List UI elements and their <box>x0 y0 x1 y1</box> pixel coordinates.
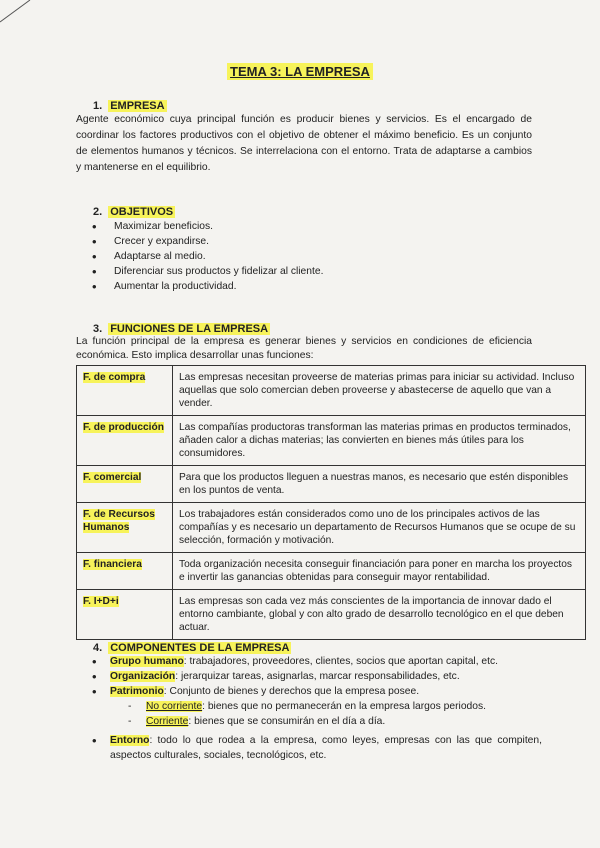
table-row <box>77 590 586 640</box>
sub-list-item: - No corriente: bienes que no permanecerán en la empresa largos periodos. <box>128 701 487 712</box>
function-description: Para que los productos lleguen a nuestras manos, es necesario que estén disponibles en los puntos de venta. <box>173 466 586 503</box>
sub-list-item: - Corriente: bienes que se consumirán en el día a día. <box>128 716 386 727</box>
section-3-intro: La función principal de la empresa es generar bienes y servicios en condiciones de eficiencia económica. Esto implica desarrollar unas funciones: <box>76 336 532 361</box>
section-2-heading: 2. OBJETIVOS <box>93 206 174 218</box>
list-item: • Entorno: todo lo que rodea a la empresa, como leyes, empresas con las que compiten, aspectos culturales, sociales, tecnológicos, etc. <box>92 733 542 763</box>
function-label: F. de producción <box>77 416 173 466</box>
function-description: Las compañías productoras transforman las materias primas en productos terminados, añaden calor a dichas materias; las convierten en bienes más útiles para los consumidores. <box>173 416 586 466</box>
functions-table <box>76 365 586 640</box>
list-item: • Crecer y expandirse. <box>92 234 323 249</box>
objectives-list <box>92 219 323 294</box>
table-row <box>77 416 586 466</box>
function-label: F. de compra <box>77 366 173 416</box>
section-1-text: Agente económico cuya principal función es producir bienes y servicios. Es el encargado de coordinar los factores productivos con el objetivo de obtener el máximo beneficio. Es un conjunto de elementos humanos y técnicos. Se interrelaciona con el entorno. Trata de adaptarse a cambios y mantenerse en el equilibrio. <box>76 114 532 173</box>
function-description: Las empresas necesitan proveerse de materias primas para iniciar su actividad. Incluso aquellas que solo comercian deben proveerse y abastecerse de aquello que van a vender. <box>173 366 586 416</box>
function-label: F. de Recursos Humanos <box>77 503 173 553</box>
list-item: • Adaptarse al medio. <box>92 249 323 264</box>
page-title: TEMA 3: LA EMPRESA <box>0 64 600 79</box>
list-item: • Diferenciar sus productos y fidelizar al cliente. <box>92 264 323 279</box>
function-label: F. comercial <box>77 466 173 503</box>
components-list <box>92 654 542 763</box>
corner-pen-mark <box>0 0 40 30</box>
function-label: F. financiera <box>77 553 173 590</box>
section-4-heading: 4. COMPONENTES DE LA EMPRESA <box>93 642 290 654</box>
list-item: • Aumentar la productividad. <box>92 279 323 294</box>
list-item: • Grupo humano: trabajadores, proveedores, clientes, socios que aportan capital, etc. <box>92 654 542 669</box>
function-label: F. I+D+i <box>77 590 173 640</box>
list-item: • Maximizar beneficios. <box>92 219 323 234</box>
list-item: • Organización: jerarquizar tareas, asignarlas, marcar responsabilidades, etc. <box>92 669 542 684</box>
table-row <box>77 553 586 590</box>
list-item: • Patrimonio: Conjunto de bienes y derechos que la empresa posee. <box>92 684 542 699</box>
function-description: Los trabajadores están considerados como uno de los principales activos de las compañías y es necesario un departamento de Recursos Humanos que se ocupe de su selección, formación y motivación. <box>173 503 586 553</box>
function-description: Las empresas son cada vez más conscientes de la importancia de innovar dado el entorno cambiante, global y con alto grado de desarrollo tecnológico en el que deben actuar. <box>173 590 586 640</box>
section-3-heading: 3. FUNCIONES DE LA EMPRESA <box>93 323 269 335</box>
table-row <box>77 366 586 416</box>
function-description: Toda organización necesita conseguir financiación para poner en marcha los proyectos e invertir las ganancias obtenidas para conseguir mayor rentabilidad. <box>173 553 586 590</box>
section-1-heading: 1. EMPRESA <box>93 100 165 112</box>
table-row <box>77 503 586 553</box>
table-row <box>77 466 586 503</box>
